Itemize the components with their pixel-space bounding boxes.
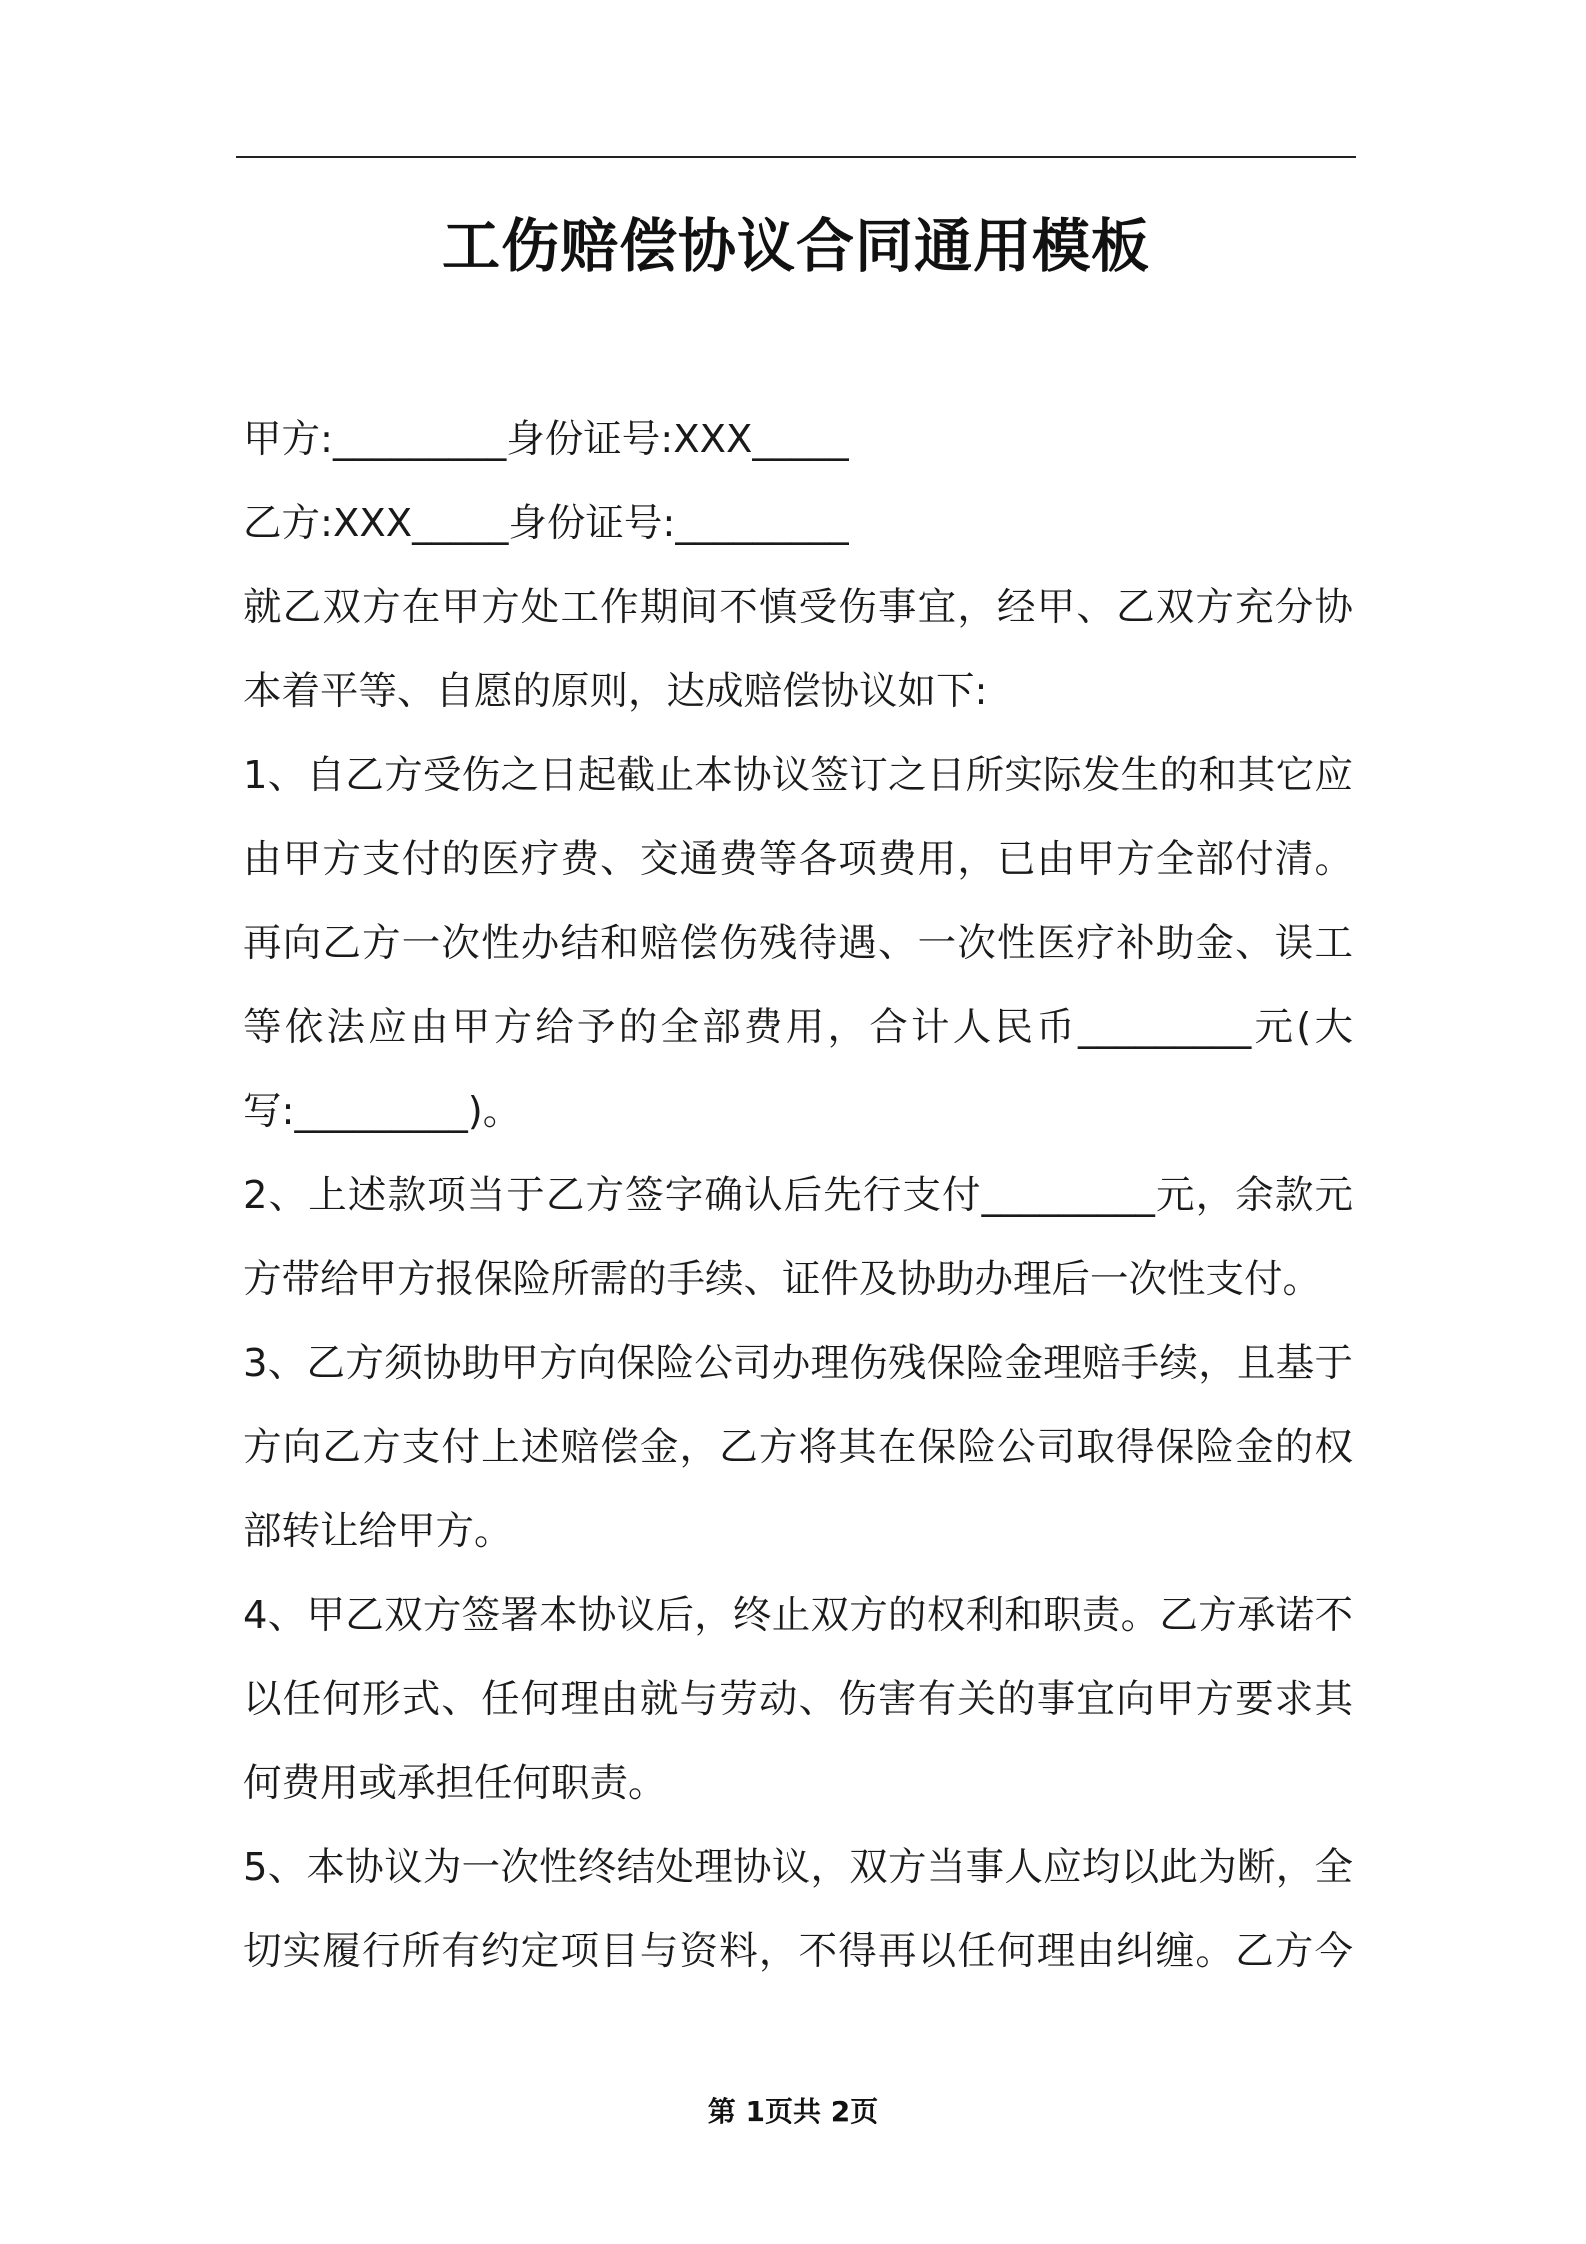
party-a-line: 甲方:_________身份证号:XXX_____ (243, 417, 849, 462)
paragraph-line: 本着平等、自愿的原则，达成赔偿协议如下: (243, 669, 988, 714)
clause-1-line: 再向乙方一次性办结和赔偿伤残待遇、一次性医疗补助金、误工 (243, 921, 1353, 966)
header-rule (236, 156, 1356, 158)
paragraph-line: 就乙双方在甲方处工作期间不慎受伤事宜，经甲、乙双方充分协 (243, 585, 1353, 630)
clause-2-line: 2、上述款项当于乙方签字确认后先行支付_________元，余款元 (243, 1173, 1353, 1218)
clause-2-line: 方带给甲方报保险所需的手续、证件及协助办理后一次性支付。 (243, 1257, 1322, 1302)
clause-4-line: 何费用或承担任何职责。 (243, 1761, 667, 1806)
clause-3-line: 部转让给甲方。 (243, 1509, 513, 1554)
clause-1-line: 写:_________)。 (243, 1089, 522, 1134)
clause-1-line: 等依法应由甲方给予的全部费用，合计人民币_________元(大 (243, 1005, 1353, 1050)
clause-4-line: 4、甲乙双方签署本协议后，终止双方的权利和职责。乙方承诺不 (243, 1593, 1353, 1638)
clause-3-line: 方向乙方支付上述赔偿金，乙方将其在保险公司取得保险金的权 (243, 1425, 1353, 1470)
page-number-footer: 第 1页共 2页 (707, 2095, 879, 2128)
clause-3-line: 3、乙方须协助甲方向保险公司办理伤残保险金理赔手续，且基于 (243, 1341, 1353, 1386)
party-b-line: 乙方:XXX_____身份证号:_________ (243, 501, 849, 546)
clause-1-line: 1、自乙方受伤之日起截止本协议签订之日所实际发生的和其它应 (243, 753, 1353, 798)
clause-1-line: 由甲方支付的医疗费、交通费等各项费用，已由甲方全部付清。 (243, 837, 1353, 882)
clause-5-line: 5、本协议为一次性终结处理协议，双方当事人应均以此为断，全 (243, 1845, 1353, 1890)
clause-5-line: 切实履行所有约定项目与资料，不得再以任何理由纠缠。乙方今 (243, 1929, 1353, 1974)
document-body (243, 398, 1353, 1994)
clause-4-line: 以任何形式、任何理由就与劳动、伤害有关的事宜向甲方要求其 (243, 1677, 1353, 1722)
document-title: 工伤赔偿协议合同通用模板 (441, 212, 1150, 280)
